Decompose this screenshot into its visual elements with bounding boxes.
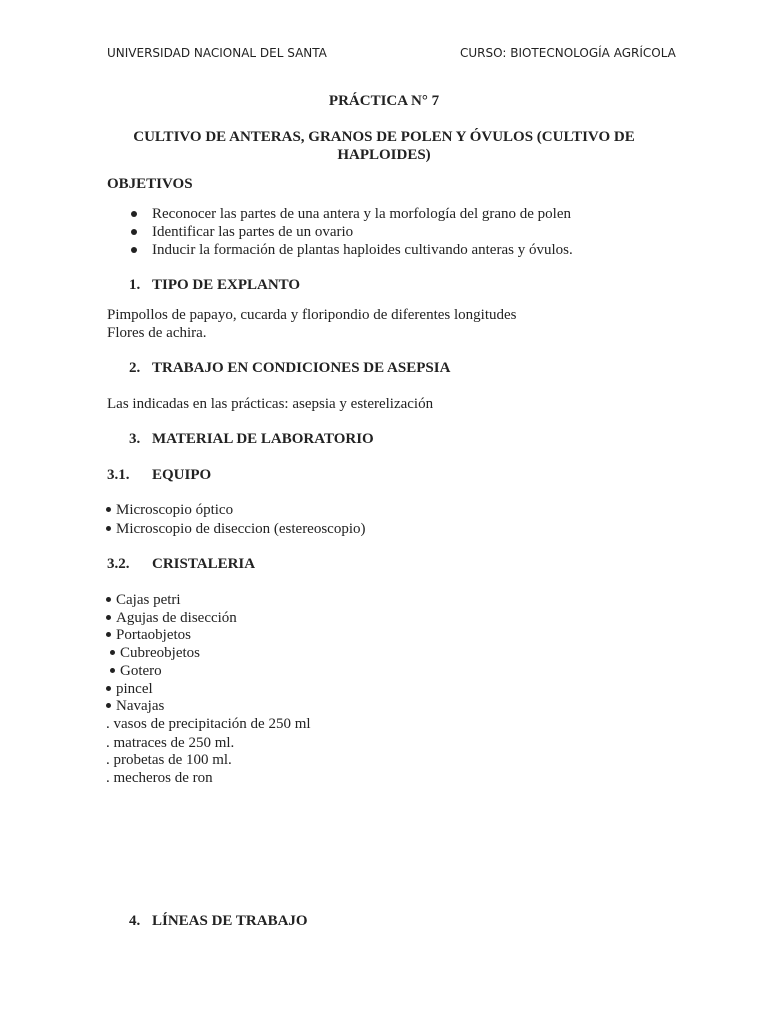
section-title: MATERIAL DE LABORATORIO [152,431,374,447]
equipment-text: Microscopio de diseccion (estereoscopio) [116,521,366,537]
objective-item [152,241,573,259]
objectives-heading: OBJETIVOS [107,176,193,192]
practice-subtitle: CULTIVO DE ANTERAS, GRANOS DE POLEN Y ÓVULOS (CULTIVO DE HAPLOIDES) [133,129,635,163]
objective-item [152,205,571,223]
section-number: 3.2. [107,556,130,572]
bullet-icon [131,211,137,217]
glassware-dot-item: . mecheros de ron [106,770,213,786]
equipment-text: Microscopio óptico [116,502,234,518]
practice-title: PRÁCTICA N° 7 [328,93,440,109]
section-3-2-heading [107,555,255,573]
glassware-text: Navajas [116,698,165,714]
section-1-line: Pimpollos de papayo, cucarda y floripondio de diferentes longitudes [107,307,517,323]
glassware-item [110,644,200,662]
section-4-heading [129,912,308,930]
bullet-icon [110,650,115,655]
glassware-dot-item: . vasos de precipitación de 250 ml [106,716,311,732]
glassware-item [110,662,162,680]
glassware-dot-item: . matraces de 250 ml. [106,735,235,751]
section-number: 2. [129,360,141,376]
bullet-icon [106,703,111,708]
equipment-item [106,520,366,538]
bullet-icon [131,247,137,253]
bullet-icon [106,686,111,691]
section-number: 3.1. [107,467,130,483]
glassware-item [106,609,237,627]
section-1-heading [129,276,300,294]
header-course: CURSO: BIOTECNOLOGÍA AGRÍCOLA [460,46,676,60]
glassware-item [106,626,191,644]
glassware-dot-item: . probetas de 100 ml. [106,752,232,768]
glassware-text: Gotero [120,663,162,679]
section-number: 3. [129,431,141,447]
glassware-text: pincel [116,681,153,697]
bullet-icon [106,507,111,512]
glassware-text: Cajas petri [116,592,181,608]
objective-item [152,223,353,241]
bullet-icon [106,597,111,602]
objective-text: Reconocer las partes de una antera y la morfología del grano de polen [152,206,571,222]
bullet-icon [106,615,111,620]
objective-text: Inducir la formación de plantas haploides cultivando anteras y óvulos. [152,242,573,258]
bullet-icon [106,632,111,637]
glassware-text: Agujas de disección [116,610,237,626]
section-1-line: Flores de achira. [107,325,207,341]
section-number: 1. [129,277,141,293]
section-2-heading [129,359,450,377]
section-title: CRISTALERIA [152,556,256,572]
glassware-item [106,680,153,698]
section-2-text: Las indicadas en las prácticas: asepsia y esterelización [107,396,434,412]
glassware-item [106,697,164,715]
bullet-icon [131,229,137,235]
section-title: TRABAJO EN CONDICIONES DE ASEPSIA [152,360,451,376]
bullet-icon [110,668,115,673]
section-3-heading [129,430,374,448]
section-3-1-heading [107,466,211,484]
section-title: EQUIPO [152,467,212,483]
bullet-icon [106,526,111,531]
equipment-item [106,501,233,519]
glassware-text: Cubreobjetos [120,645,200,661]
glassware-text: Portaobjetos [116,627,191,643]
section-title: LÍNEAS DE TRABAJO [152,913,308,929]
objective-text: Identificar las partes de un ovario [152,224,354,240]
section-number: 4. [129,913,141,929]
glassware-item [106,591,181,609]
section-title: TIPO DE EXPLANTO [152,277,301,293]
header-university: UNIVERSIDAD NACIONAL DEL SANTA [107,46,327,60]
